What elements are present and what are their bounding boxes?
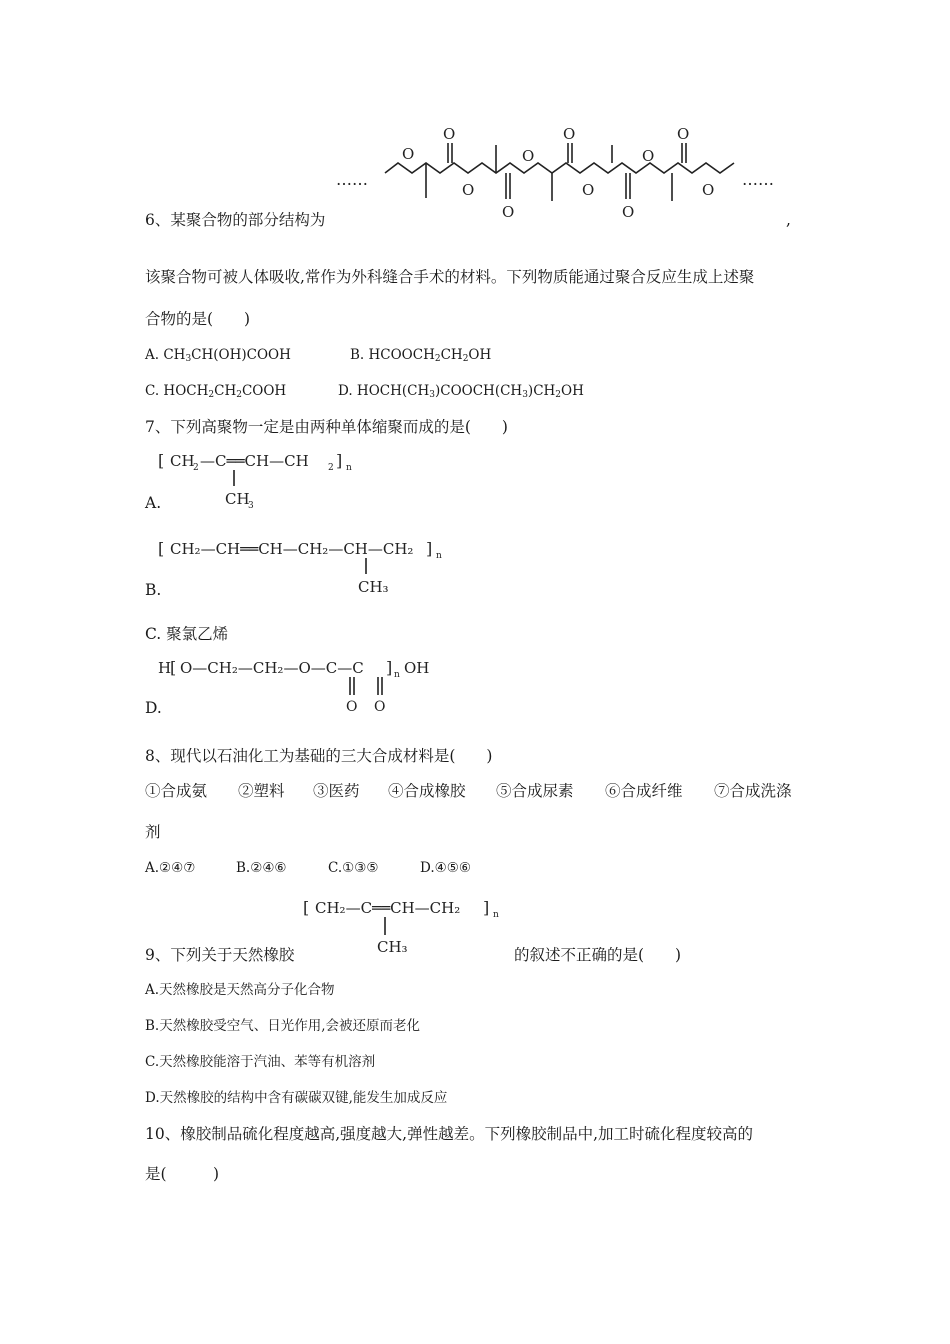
svg-text:[: [	[303, 898, 310, 917]
svg-text:n: n	[493, 910, 499, 920]
svg-text:H: H	[158, 659, 172, 677]
q7-option-b[interactable]: B.	[145, 581, 162, 599]
q8-item-5: ⑤合成尿素	[496, 782, 574, 800]
svg-text:]: ]	[336, 451, 343, 470]
q9-stem-a: 9、下列关于天然橡胶	[145, 946, 295, 964]
svg-text:n: n	[394, 670, 400, 680]
ester-oxygen-5: O	[642, 147, 655, 165]
q8-option-c[interactable]: C.①③⑤	[328, 860, 379, 876]
q6-option-c[interactable]: C. $HOCH_2CH_2COOH$	[145, 383, 287, 400]
ester-oxygen-1: O	[402, 145, 415, 163]
carbonyl-oxygen-1: O	[443, 125, 456, 143]
svg-text:O: O	[374, 699, 386, 715]
svg-text:—C══CH—CH: —C══CH—CH	[200, 452, 309, 470]
q7-option-d[interactable]: D.	[145, 699, 162, 717]
svg-text:3: 3	[248, 501, 254, 511]
svg-text:[: [	[158, 451, 165, 470]
svg-text:O: O	[346, 699, 358, 715]
svg-text:[: [	[158, 539, 165, 558]
q9-natural-rubber-structure	[303, 895, 523, 955]
q7-stem: 7、下列高聚物一定是由两种单体缩聚而成的是( )	[145, 418, 508, 436]
carbonyl-oxygen-3: O	[677, 125, 690, 143]
dots-right: ……	[742, 170, 774, 189]
ester-oxygen-3: O	[522, 147, 535, 165]
q10-line2: 是( )	[145, 1165, 220, 1183]
svg-text:]: ]	[426, 539, 433, 558]
q6-option-d[interactable]: D. $HOCH(CH_3)COOCH(CH_3)CH_2OH$	[338, 383, 584, 400]
svg-text:CH₂—CH══CH—CH₂—CH—CH₂: CH₂—CH══CH—CH₂—CH—CH₂	[170, 540, 414, 558]
q7-option-a[interactable]: A.	[145, 494, 162, 512]
svg-text:2: 2	[193, 463, 199, 473]
carbonyl-oxygen-4: O	[502, 203, 515, 221]
svg-text:[: [	[170, 658, 177, 677]
q6-comma: ,	[786, 211, 791, 229]
q8-item-6: ⑥合成纤维	[605, 782, 683, 800]
svg-text:O—CH₂—CH₂—O—C—C: O—CH₂—CH₂—O—C—C	[180, 659, 364, 677]
q6-line2: 该聚合物可被人体吸收,常作为外科缝合手术的材料。下列物质能通过聚合反应生成上述聚	[145, 268, 755, 286]
q7-structure-d	[158, 655, 438, 715]
svg-text:]: ]	[483, 898, 490, 917]
q7-structure-a	[158, 448, 368, 511]
q7-structure-b	[158, 536, 458, 596]
q9-option-a[interactable]: A.天然橡胶是天然高分子化合物	[145, 982, 335, 998]
svg-text:CH₃: CH₃	[358, 578, 389, 596]
q9-option-b[interactable]: B.天然橡胶受空气、日光作用,会被还原而老化	[145, 1018, 421, 1034]
q6-line3: 合物的是( )	[145, 310, 251, 328]
svg-text:n: n	[436, 551, 442, 561]
q9-stem-b: 的叙述不正确的是( )	[514, 946, 682, 964]
ester-oxygen-2: O	[462, 181, 475, 199]
polylactide-structure	[330, 123, 800, 223]
svg-text:CH₂—C══CH—CH₂: CH₂—C══CH—CH₂	[315, 899, 461, 917]
dots-left: ……	[336, 170, 368, 189]
ester-oxygen-4: O	[582, 181, 595, 199]
q9-option-c[interactable]: C.天然橡胶能溶于汽油、苯等有机溶剂	[145, 1054, 376, 1070]
q8-item-1: ①合成氨	[145, 782, 208, 800]
svg-text:2: 2	[328, 463, 334, 473]
q6-option-a[interactable]: A. $CH_3CH(OH)COOH$	[145, 347, 291, 364]
q6-stem: 6、某聚合物的部分结构为	[145, 211, 326, 229]
q9-option-d[interactable]: D.天然橡胶的结构中含有碳碳双键,能发生加成反应	[145, 1090, 448, 1106]
carbonyl-oxygen-2: O	[563, 125, 576, 143]
q8-item-3: ③医药	[313, 782, 360, 800]
svg-text:CH: CH	[170, 452, 195, 470]
svg-text:CH₃: CH₃	[377, 938, 408, 956]
svg-text:]: ]	[386, 658, 393, 677]
carbonyl-oxygen-5: O	[622, 203, 635, 221]
q8-option-d[interactable]: D.④⑤⑥	[420, 860, 471, 876]
q8-stem: 8、现代以石油化工为基础的三大合成材料是( )	[145, 747, 493, 765]
q10-stem: 10、橡胶制品硫化程度越高,强度越大,弹性越差。下列橡胶制品中,加工时硫化程度较高的	[145, 1125, 754, 1143]
q8-item-7: ⑦合成洗涤	[714, 782, 792, 800]
q8-option-b[interactable]: B.②④⑥	[236, 860, 287, 876]
ester-oxygen-6: O	[702, 181, 715, 199]
svg-text:OH: OH	[404, 659, 430, 677]
q8-item-wrap: 剂	[145, 823, 161, 841]
q8-item-2: ②塑料	[238, 782, 285, 800]
q7-option-c[interactable]: C. 聚氯乙烯	[145, 625, 229, 643]
svg-text:CH: CH	[225, 490, 250, 508]
svg-text:n: n	[346, 463, 352, 473]
q8-option-a[interactable]: A.②④⑦	[145, 860, 196, 876]
q8-item-4: ④合成橡胶	[388, 782, 466, 800]
q6-option-b[interactable]: B. $HCOOCH_2CH_2OH$	[350, 347, 492, 364]
